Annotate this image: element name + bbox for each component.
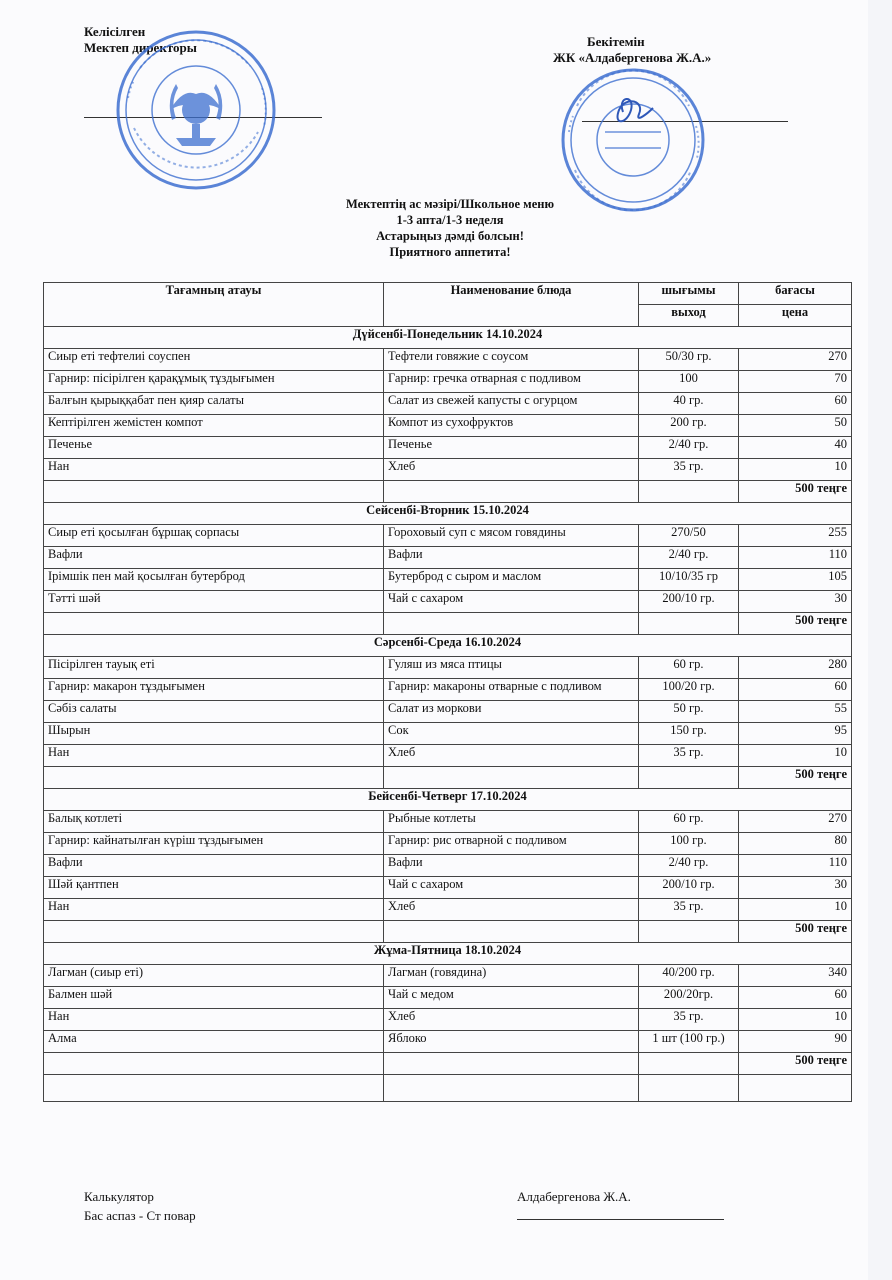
dish-name-ru: Тефтели говяжие с соусом bbox=[384, 349, 639, 371]
dish-name-kz: Вафли bbox=[44, 547, 384, 569]
empty-cell bbox=[44, 921, 384, 943]
dish-name-kz: Нан bbox=[44, 1009, 384, 1031]
menu-item-row bbox=[44, 525, 852, 547]
dish-name-ru: Хлеб bbox=[384, 745, 639, 767]
dish-name-ru: Бутерброд с сыром и маслом bbox=[384, 569, 639, 591]
dish-output: 200/10 гр. bbox=[639, 591, 739, 613]
empty-cell bbox=[739, 1075, 852, 1102]
dish-output: 100/20 гр. bbox=[639, 679, 739, 701]
dish-name-ru: Чай с сахаром bbox=[384, 877, 639, 899]
dish-name-kz: Нан bbox=[44, 745, 384, 767]
empty-cell bbox=[639, 1075, 739, 1102]
menu-item-row bbox=[44, 371, 852, 393]
dish-name-ru: Гороховый суп с мясом говядины bbox=[384, 525, 639, 547]
table-header-row bbox=[44, 283, 852, 305]
dish-name-ru: Печенье bbox=[384, 437, 639, 459]
day-total: 500 теңге bbox=[739, 613, 852, 635]
empty-cell bbox=[639, 1053, 739, 1075]
day-total-row bbox=[44, 767, 852, 789]
approve-right-top bbox=[587, 34, 645, 50]
menu-item-row bbox=[44, 591, 852, 613]
dish-price: 270 bbox=[739, 811, 852, 833]
dish-name-ru: Хлеб bbox=[384, 459, 639, 481]
menu-item-row bbox=[44, 547, 852, 569]
dish-name-ru: Гуляш из мяса птицы bbox=[384, 657, 639, 679]
day-title: Сәрсенбі-Среда 16.10.2024 bbox=[44, 635, 852, 657]
dish-name-ru: Яблоко bbox=[384, 1031, 639, 1053]
dish-price: 105 bbox=[739, 569, 852, 591]
dish-name-ru: Гарнир: макароны отварные с подливом bbox=[384, 679, 639, 701]
menu-table-body bbox=[44, 283, 852, 1102]
dish-name-kz: Кептірілген жемістен компот bbox=[44, 415, 384, 437]
menu-item-row bbox=[44, 459, 852, 481]
dish-name-kz: Шәй қантпен bbox=[44, 877, 384, 899]
day-title: Дүйсенбі-Понедельник 14.10.2024 bbox=[44, 327, 852, 349]
dish-price: 10 bbox=[739, 745, 852, 767]
dish-price: 70 bbox=[739, 371, 852, 393]
dish-name-kz: Лагман (сиыр еті) bbox=[44, 965, 384, 987]
dish-price: 10 bbox=[739, 899, 852, 921]
col-header-price-kz: бағасы bbox=[739, 283, 852, 305]
dish-price: 50 bbox=[739, 415, 852, 437]
dish-name-kz: Тәтті шәй bbox=[44, 591, 384, 613]
menu-item-row bbox=[44, 569, 852, 591]
col-header-kz: Тағамның атауы bbox=[44, 283, 384, 327]
menu-item-row bbox=[44, 415, 852, 437]
dish-name-kz: Шырын bbox=[44, 723, 384, 745]
footer-right bbox=[517, 1187, 631, 1206]
dish-name-ru: Лагман (говядина) bbox=[384, 965, 639, 987]
dish-name-ru: Компот из сухофруктов bbox=[384, 415, 639, 437]
school-director-label: Мектеп директоры bbox=[84, 40, 197, 55]
dish-name-ru: Хлеб bbox=[384, 899, 639, 921]
menu-item-row bbox=[44, 877, 852, 899]
dish-output: 60 гр. bbox=[639, 811, 739, 833]
menu-item-row bbox=[44, 745, 852, 767]
dish-price: 10 bbox=[739, 459, 852, 481]
dish-name-kz: Нан bbox=[44, 459, 384, 481]
menu-item-row bbox=[44, 701, 852, 723]
dish-name-ru: Рыбные котлеты bbox=[384, 811, 639, 833]
dish-name-kz: Печенье bbox=[44, 437, 384, 459]
dish-price: 60 bbox=[739, 393, 852, 415]
dish-price: 90 bbox=[739, 1031, 852, 1053]
agreed-label: Келісілген bbox=[84, 24, 146, 39]
dish-output: 2/40 гр. bbox=[639, 437, 739, 459]
dish-price: 40 bbox=[739, 437, 852, 459]
dish-name-kz: Сиыр еті қосылған бұршақ сорпасы bbox=[44, 525, 384, 547]
dish-name-kz: Вафли bbox=[44, 855, 384, 877]
dish-output: 100 гр. bbox=[639, 833, 739, 855]
calculator-label: Калькулятор bbox=[84, 1189, 154, 1204]
dish-output: 270/50 bbox=[639, 525, 739, 547]
dish-price: 340 bbox=[739, 965, 852, 987]
dish-output: 150 гр. bbox=[639, 723, 739, 745]
menu-item-row bbox=[44, 349, 852, 371]
day-total-row bbox=[44, 1053, 852, 1075]
dish-output: 50/30 гр. bbox=[639, 349, 739, 371]
col-header-price-ru: цена bbox=[739, 305, 852, 327]
day-total-row bbox=[44, 613, 852, 635]
dish-name-ru: Чай с сахаром bbox=[384, 591, 639, 613]
dish-name-ru: Гарнир: рис отварной с подливом bbox=[384, 833, 639, 855]
dish-name-ru: Хлеб bbox=[384, 1009, 639, 1031]
dish-name-kz: Сәбіз салаты bbox=[44, 701, 384, 723]
bon-appetit-kz: Астарыңыз дәмді болсын! bbox=[376, 229, 524, 243]
dish-output: 60 гр. bbox=[639, 657, 739, 679]
day-total-row bbox=[44, 921, 852, 943]
menu-item-row bbox=[44, 987, 852, 1009]
dish-price: 60 bbox=[739, 679, 852, 701]
day-header-row bbox=[44, 635, 852, 657]
dish-price: 55 bbox=[739, 701, 852, 723]
school-seal-stamp bbox=[110, 28, 282, 192]
dish-price: 10 bbox=[739, 1009, 852, 1031]
dish-output: 40/200 гр. bbox=[639, 965, 739, 987]
dish-output: 50 гр. bbox=[639, 701, 739, 723]
empty-cell bbox=[44, 1075, 384, 1102]
approver-signature bbox=[618, 99, 653, 121]
dish-price: 270 bbox=[739, 349, 852, 371]
head-chef-label: Бас аспаз - Ст повар bbox=[84, 1208, 196, 1223]
dish-output: 40 гр. bbox=[639, 393, 739, 415]
col-header-ru: Наименование блюда bbox=[384, 283, 639, 327]
empty-cell bbox=[384, 1053, 639, 1075]
dish-price: 60 bbox=[739, 987, 852, 1009]
menu-title: Мектептің ас мәзірі/Школьное меню bbox=[345, 197, 554, 211]
day-header-row bbox=[44, 789, 852, 811]
dish-price: 30 bbox=[739, 877, 852, 899]
dish-price: 80 bbox=[739, 833, 852, 855]
dish-name-ru: Гарнир: гречка отварная с подливом bbox=[384, 371, 639, 393]
menu-item-row bbox=[44, 437, 852, 459]
empty-cell bbox=[384, 767, 639, 789]
dish-output: 10/10/35 гр bbox=[639, 569, 739, 591]
dish-name-kz: Балмен шәй bbox=[44, 987, 384, 1009]
dish-output: 2/40 гр. bbox=[639, 547, 739, 569]
empty-cell bbox=[639, 481, 739, 503]
menu-item-row bbox=[44, 1009, 852, 1031]
dish-price: 255 bbox=[739, 525, 852, 547]
empty-cell bbox=[639, 767, 739, 789]
dish-price: 30 bbox=[739, 591, 852, 613]
empty-cell bbox=[384, 921, 639, 943]
trailing-empty-row bbox=[44, 1075, 852, 1102]
empty-cell bbox=[44, 481, 384, 503]
day-header-row bbox=[44, 327, 852, 349]
menu-week: 1-3 апта/1-3 неделя bbox=[396, 213, 504, 227]
dish-output: 1 шт (100 гр.) bbox=[639, 1031, 739, 1053]
dish-name-kz: Алма bbox=[44, 1031, 384, 1053]
col-header-output-kz: шығымы bbox=[639, 283, 739, 305]
dish-name-kz: Гарнир: макарон тұздығымен bbox=[44, 679, 384, 701]
dish-price: 95 bbox=[739, 723, 852, 745]
day-header-row bbox=[44, 503, 852, 525]
menu-item-row bbox=[44, 855, 852, 877]
dish-name-ru: Салат из свежей капусты с огурцом bbox=[384, 393, 639, 415]
menu-item-row bbox=[44, 833, 852, 855]
menu-title-block bbox=[200, 196, 700, 260]
menu-item-row bbox=[44, 1031, 852, 1053]
dish-name-ru: Сок bbox=[384, 723, 639, 745]
dish-output: 200 гр. bbox=[639, 415, 739, 437]
dish-output: 200/10 гр. bbox=[639, 877, 739, 899]
entrepreneur-seal-stamp bbox=[553, 66, 713, 214]
menu-item-row bbox=[44, 899, 852, 921]
dish-name-ru: Чай с медом bbox=[384, 987, 639, 1009]
dish-output: 100 bbox=[639, 371, 739, 393]
day-total: 500 теңге bbox=[739, 481, 852, 503]
approve-right-name-block bbox=[553, 50, 711, 66]
dish-name-ru: Вафли bbox=[384, 855, 639, 877]
empty-cell bbox=[44, 767, 384, 789]
empty-cell bbox=[44, 613, 384, 635]
day-total: 500 теңге bbox=[739, 767, 852, 789]
menu-item-row bbox=[44, 679, 852, 701]
dish-output: 2/40 гр. bbox=[639, 855, 739, 877]
menu-item-row bbox=[44, 723, 852, 745]
empty-cell bbox=[384, 481, 639, 503]
day-total: 500 теңге bbox=[739, 921, 852, 943]
day-title: Жұма-Пятница 18.10.2024 bbox=[44, 943, 852, 965]
dish-output: 35 гр. bbox=[639, 459, 739, 481]
dish-output: 35 гр. bbox=[639, 1009, 739, 1031]
day-total: 500 теңге bbox=[739, 1053, 852, 1075]
empty-cell bbox=[639, 613, 739, 635]
dish-price: 110 bbox=[739, 547, 852, 569]
dish-name-ru: Вафли bbox=[384, 547, 639, 569]
dish-name-kz: Сиыр еті тефтелиі соуспен bbox=[44, 349, 384, 371]
menu-table bbox=[43, 282, 852, 1102]
dish-name-kz: Пісірілген тауық еті bbox=[44, 657, 384, 679]
dish-name-kz: Ірімшік пен май қосылған бутерброд bbox=[44, 569, 384, 591]
footer-left bbox=[84, 1187, 196, 1225]
footer-signature-line bbox=[517, 1219, 724, 1220]
dish-output: 35 гр. bbox=[639, 899, 739, 921]
col-header-output-ru: выход bbox=[639, 305, 739, 327]
day-title: Сейсенбі-Вторник 15.10.2024 bbox=[44, 503, 852, 525]
bon-appetit-ru: Приятного аппетита! bbox=[389, 245, 511, 259]
entrepreneur-label: ЖК «Алдабергенова Ж.А.» bbox=[553, 50, 712, 65]
empty-cell bbox=[639, 921, 739, 943]
menu-item-row bbox=[44, 965, 852, 987]
day-total-row bbox=[44, 481, 852, 503]
menu-item-row bbox=[44, 657, 852, 679]
dish-price: 110 bbox=[739, 855, 852, 877]
dish-output: 200/20гр. bbox=[639, 987, 739, 1009]
dish-price: 280 bbox=[739, 657, 852, 679]
dish-name-kz: Гарнир: кайнатылған күріш тұздығымен bbox=[44, 833, 384, 855]
dish-name-ru: Салат из моркови bbox=[384, 701, 639, 723]
empty-cell bbox=[384, 1075, 639, 1102]
day-header-row bbox=[44, 943, 852, 965]
footer-signer-name: Алдабергенова Ж.А. bbox=[517, 1189, 631, 1204]
menu-item-row bbox=[44, 811, 852, 833]
dish-name-kz: Гарнир: пісірілген қарақұмық тұздығымен bbox=[44, 371, 384, 393]
dish-output: 35 гр. bbox=[639, 745, 739, 767]
i-approve-label: Бекітемін bbox=[587, 34, 645, 49]
empty-cell bbox=[44, 1053, 384, 1075]
day-title: Бейсенбі-Четверг 17.10.2024 bbox=[44, 789, 852, 811]
empty-cell bbox=[384, 613, 639, 635]
dish-name-kz: Нан bbox=[44, 899, 384, 921]
menu-item-row bbox=[44, 393, 852, 415]
dish-name-kz: Балық котлеті bbox=[44, 811, 384, 833]
dish-name-kz: Балғын қырыққабат пен қияр салаты bbox=[44, 393, 384, 415]
